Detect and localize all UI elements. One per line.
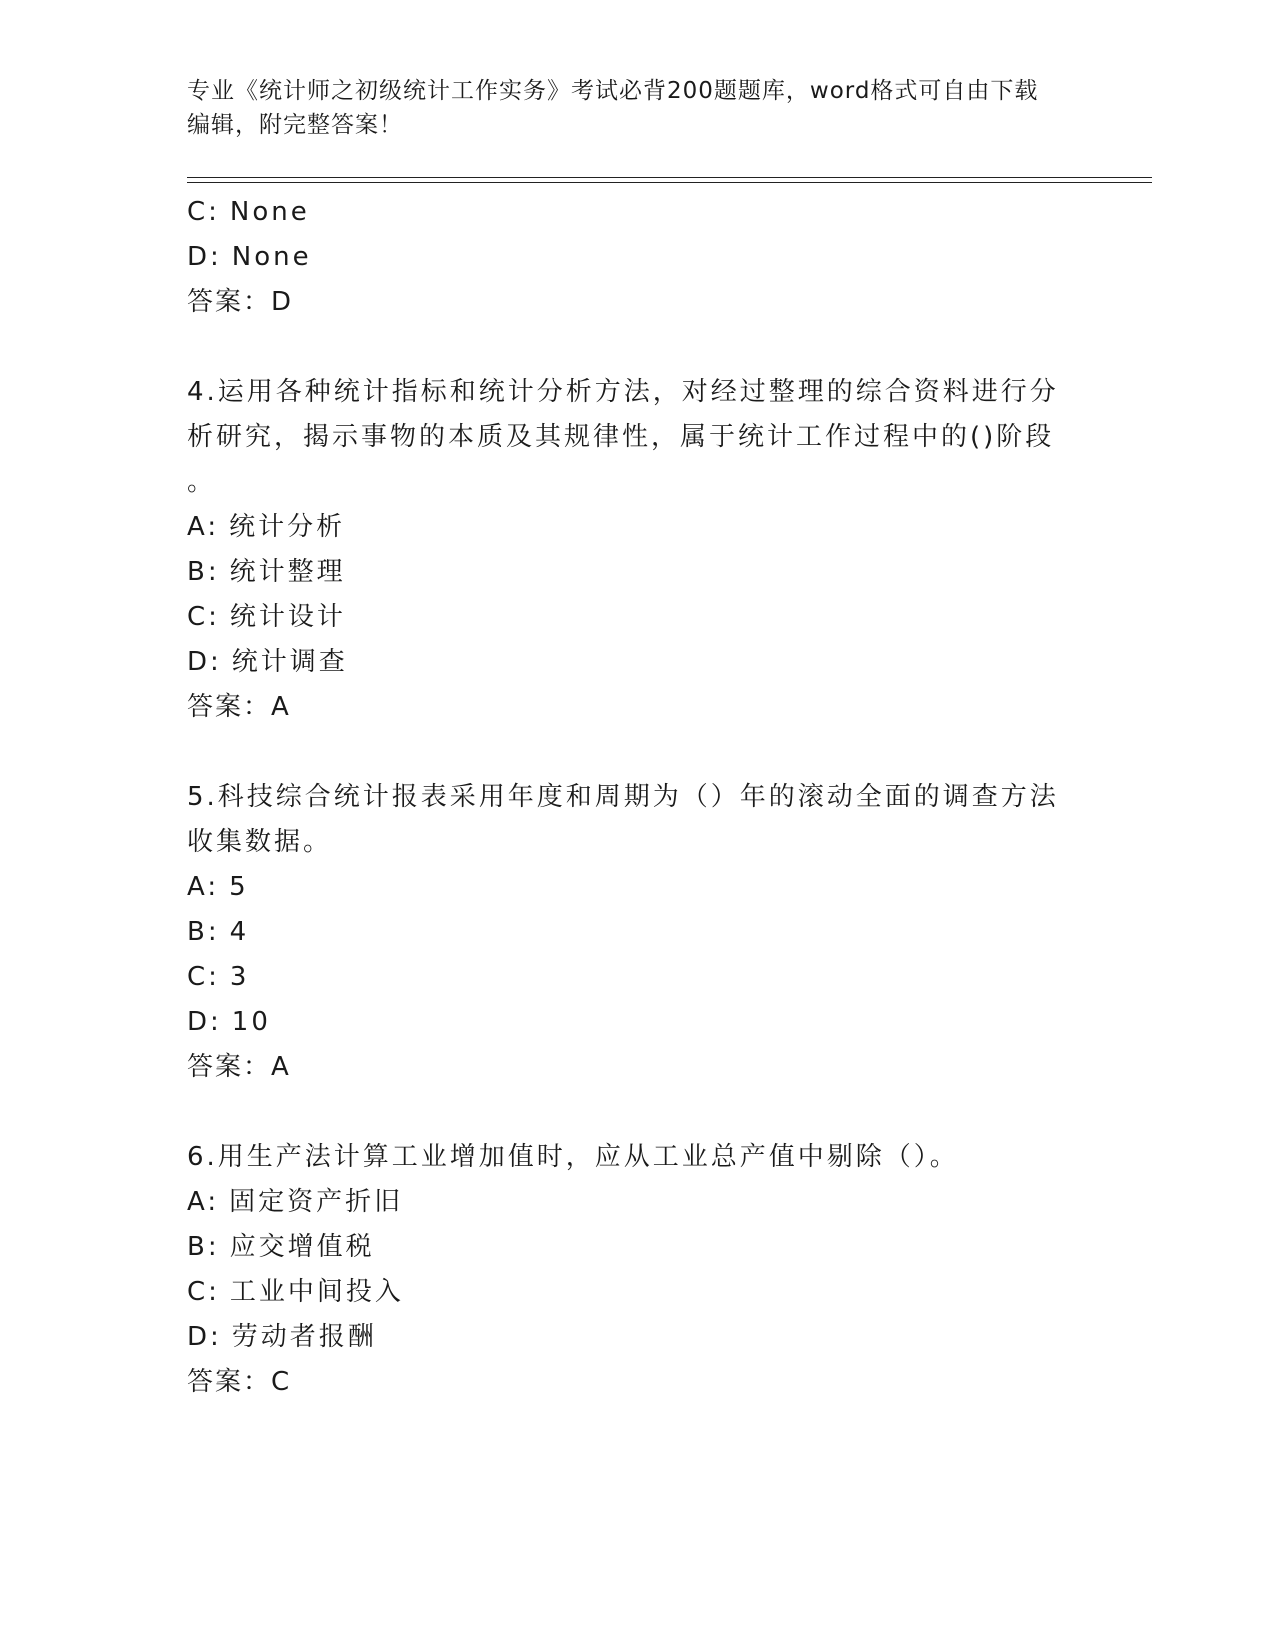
question-6-answer: 答案：C (187, 1367, 292, 1397)
question-5-option-c: C: 3 (187, 962, 250, 992)
header-line-1: 专业《统计师之初级统计工作实务》考试必背200题题库，word格式可自由下载 (187, 78, 1039, 104)
question-4-option-b: B: 统计整理 (187, 557, 346, 587)
question-6-option-a: A: 固定资产折旧 (187, 1187, 404, 1217)
header-divider-top (187, 177, 1152, 178)
question-6-option-d: D: 劳动者报酬 (187, 1322, 377, 1352)
question-6-option-c: C: 工业中间投入 (187, 1277, 404, 1307)
question-5-line-2: 收集数据。 (187, 827, 333, 857)
question-4-line-3: 。 (187, 467, 217, 497)
question-6-line-1: 6.用生产法计算工业增加值时，应从工业总产值中剔除（）。 (187, 1142, 959, 1172)
question-4-answer: 答案：A (187, 692, 291, 722)
question-4-option-c: C: 统计设计 (187, 602, 346, 632)
question-5-option-d: D: 10 (187, 1007, 271, 1037)
prev-answer: 答案：D (187, 287, 294, 317)
prev-option-c: C: None (187, 197, 310, 227)
question-4-line-2: 析研究，揭示事物的本质及其规律性，属于统计工作过程中的()阶段 (187, 422, 1055, 452)
prev-option-d: D: None (187, 242, 312, 272)
question-5-option-a: A: 5 (187, 872, 249, 902)
question-6-option-b: B: 应交增值税 (187, 1232, 375, 1262)
question-4-option-d: D: 统计调查 (187, 647, 348, 677)
header-line-2: 编辑，附完整答案！ (187, 112, 403, 138)
document-header (187, 74, 1067, 142)
question-5-option-b: B: 4 (187, 917, 250, 947)
question-5-answer: 答案：A (187, 1052, 291, 1082)
header-divider-bottom (187, 182, 1152, 183)
question-5-line-1: 5.科技综合统计报表采用年度和周期为（）年的滚动全面的调查方法 (187, 782, 1059, 812)
question-4-option-a: A: 统计分析 (187, 512, 346, 542)
question-4-line-1: 4.运用各种统计指标和统计分析方法，对经过整理的综合资料进行分 (187, 377, 1059, 407)
